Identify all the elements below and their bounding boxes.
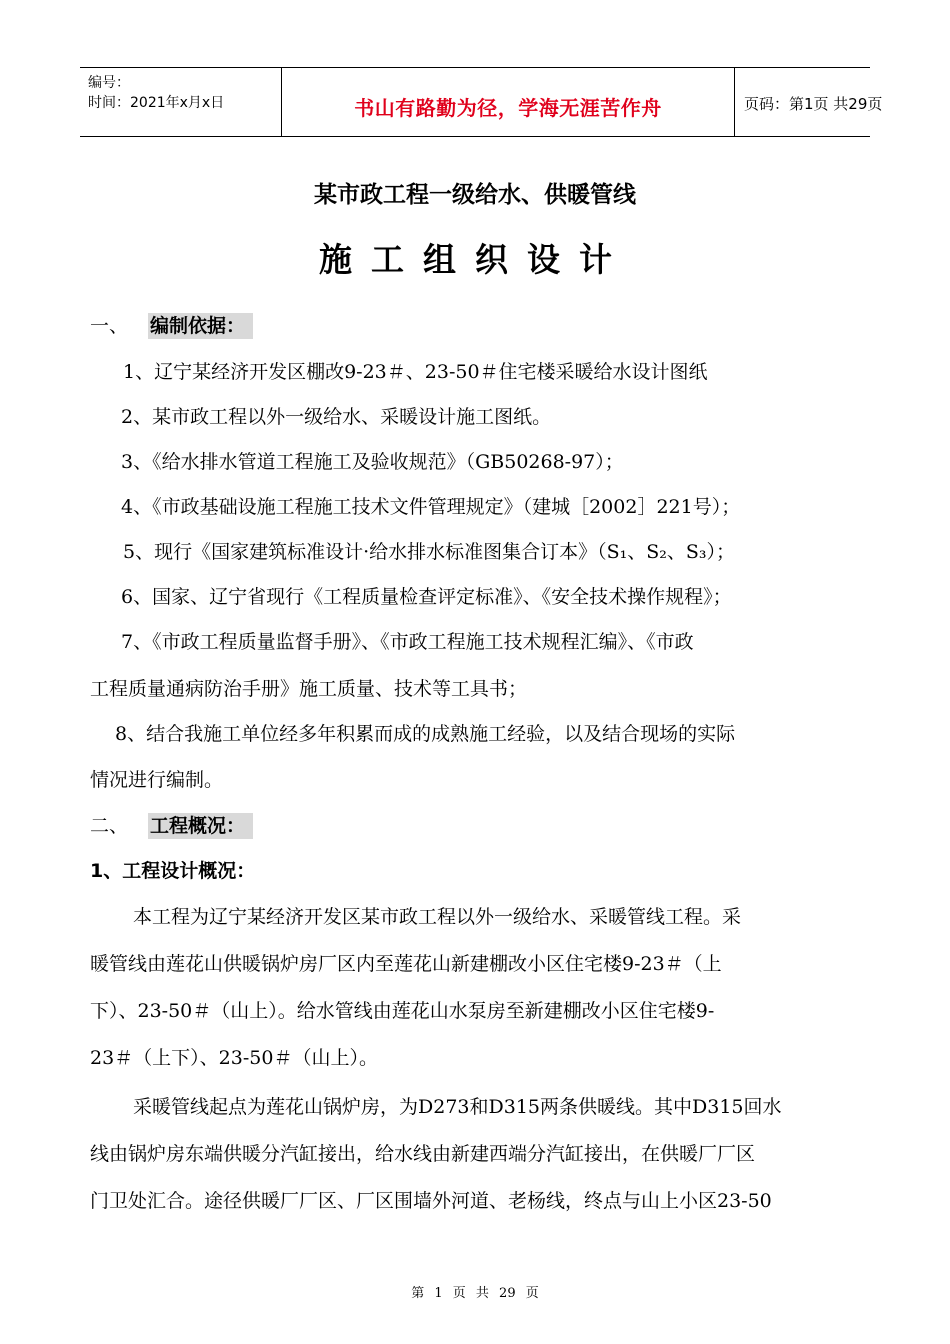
list-item-continuation: 情况进行编制。 <box>90 769 224 791</box>
sub-heading: 1、工程设计概况： <box>90 860 256 882</box>
section-number: 一、 <box>90 315 129 337</box>
section-title: 编制依据： <box>148 313 253 339</box>
section-title: 工程概况： <box>148 813 253 839</box>
list-item: 7、《市政工程质量监督手册》、《市政工程施工技术规程汇编》、《市政 <box>121 631 694 653</box>
section-number: 二、 <box>90 815 129 837</box>
list-item: 4、《市政基础设施工程施工技术文件管理规定》（建城［2002］221号）； <box>121 496 741 518</box>
paragraph-line: 线由锅炉房东端供暖分汽缸接出，给水线由新建西端分汽缸接出，在供暖厂厂区 <box>90 1143 756 1165</box>
number-label: 编号： <box>88 75 130 91</box>
paragraph-line: 23＃（上下）、23-50＃（山上）。 <box>90 1047 378 1069</box>
list-item: 2、某市政工程以外一级给水、采暖设计施工图纸。 <box>121 406 552 428</box>
paragraph-line: 采暖管线起点为莲花山锅炉房，为D273和D315两条供暖线。其中D315回水 <box>133 1096 782 1118</box>
list-item: 5、现行《国家建筑标准设计·给水排水标准图集合订本》（S₁、S₂、S₃）； <box>123 541 736 563</box>
time-label: 时间：2021年x月x日 <box>88 95 225 111</box>
list-item-continuation: 工程质量通病防治手册》施工质量、技术等工具书； <box>90 678 528 700</box>
paragraph-line: 暖管线由莲花山供暖锅炉房厂区内至莲花山新建棚改小区住宅楼9-23＃（上 <box>90 953 722 975</box>
paragraph-line: 本工程为辽宁某经济开发区某市政工程以外一级给水、采暖管线工程。采 <box>133 906 742 928</box>
page-info: 页码：第1页 共29页 <box>744 95 883 113</box>
page-footer: 第 1 页 共 29 页 <box>411 1286 539 1301</box>
paragraph-line: 下）、23-50＃（山上）。给水管线由莲花山水泵房至新建棚改小区住宅楼9- <box>90 1000 715 1022</box>
list-item: 6、国家、辽宁省现行《工程质量检查评定标准》、《安全技术操作规程》； <box>121 586 732 608</box>
section-heading <box>90 811 253 838</box>
list-item: 8、结合我施工单位经多年积累而成的成熟施工经验，以及结合现场的实际 <box>115 723 736 745</box>
list-item: 1、辽宁某经济开发区棚改9-23＃、23-50＃住宅楼采暖给水设计图纸 <box>123 361 708 383</box>
header-meta <box>80 68 280 136</box>
document-title: 某市政工程一级给水、供暖管线 <box>314 181 636 208</box>
section-heading <box>90 311 253 338</box>
motto: 书山有路勤为径，学海无涯苦作舟 <box>354 96 662 120</box>
document-subtitle: 施工组织设计 <box>319 240 631 279</box>
paragraph-line: 门卫处汇合。途径供暖厂厂区、厂区围墙外河道、老杨线，终点与山上小区23-50 <box>90 1190 772 1212</box>
document-header <box>80 67 883 137</box>
header-motto-cell <box>281 68 735 136</box>
list-item: 3、《给水排水管道工程施工及验收规范》（GB50268-97）； <box>121 451 624 473</box>
